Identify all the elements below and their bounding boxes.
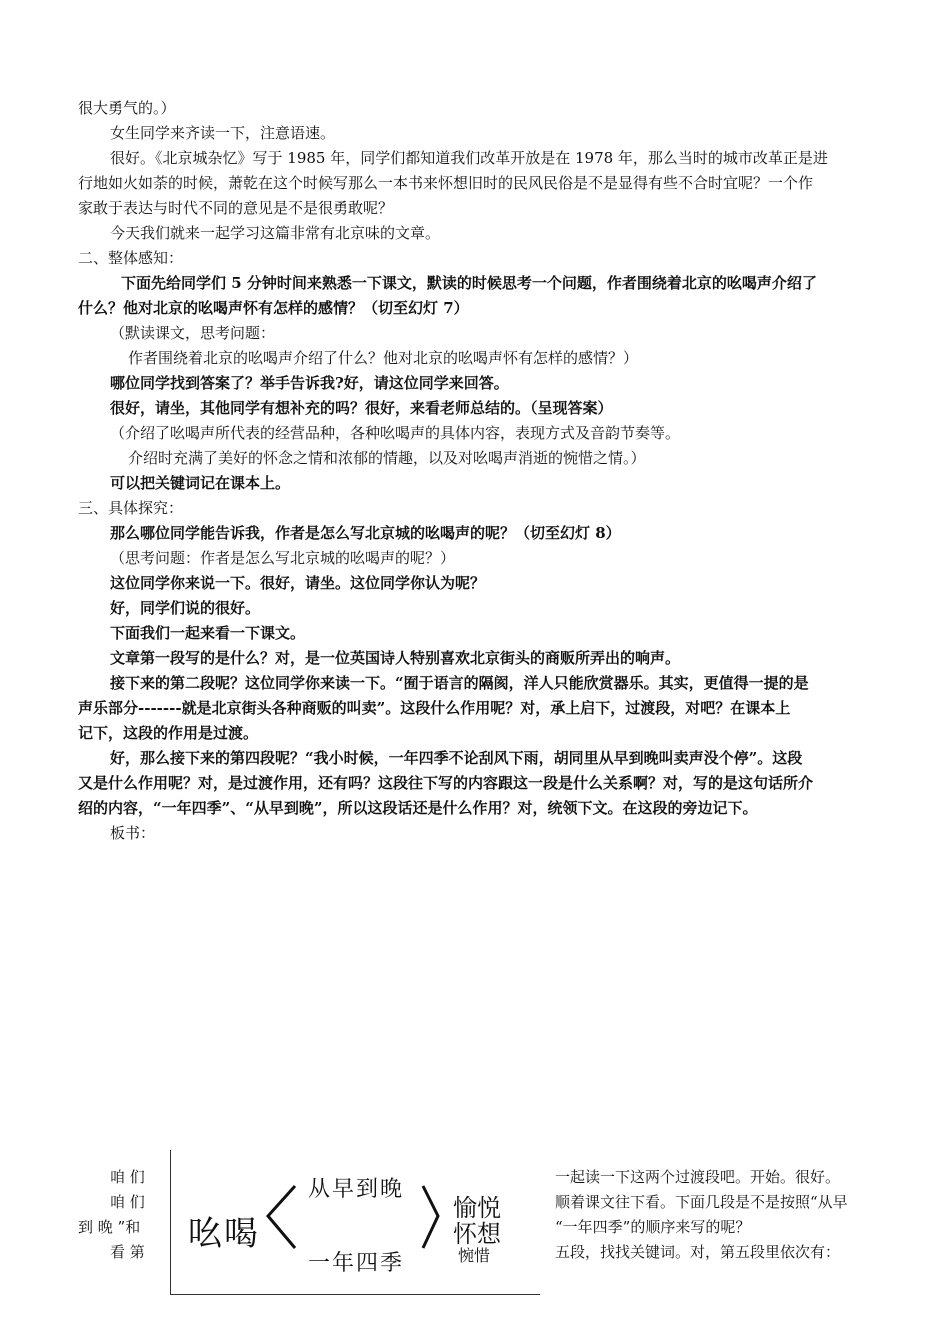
left-fragment: 到 晚 ”和 (78, 1218, 141, 1236)
right-fragment: 顺着课文往下看。下面几段是不是按照“从早 (555, 1193, 848, 1211)
text-line: 什么？他对北京的吆喝声怀有怎样的感情？（切至幻灯 7） (78, 299, 469, 317)
text-line: 下面我们一起来看一下课文。 (110, 624, 306, 642)
text-line: （思考问题：作者是怎么写北京城的吆喝声的呢？） (110, 549, 456, 567)
text-line: 很好，请坐，其他同学有想补充的吗？很好，来看老师总结的。（呈现答案） (110, 399, 613, 417)
board-top: 从早到晚 (308, 1177, 405, 1202)
text-line: 哪位同学找到答案了？举手告诉我?好，请这位同学来回答。 (110, 374, 509, 392)
text-line: 那么哪位同学能告诉我，作者是怎么写北京城的吆喝声的呢？（切至幻灯 8） (110, 524, 621, 542)
text-line: 女生同学来齐读一下，注意语速。 (110, 124, 336, 142)
text-line: 下面先给同学们 5 分钟时间来熟悉一下课文，默读的时候思考一个问题，作者围绕着北京的吆喝声介绍了 (121, 274, 817, 292)
left-fragment: 咱 们 (110, 1193, 145, 1211)
right-fragment: 一起读一下这两个过渡段吧。开始。很好。 (555, 1168, 841, 1186)
text-line: 记下，这段的作用是过渡。 (78, 724, 259, 742)
text-line: 这位同学你来说一下。很好，请坐。这位同学你认为呢？ (110, 574, 486, 592)
text-line: （介绍了吆喝声所代表的经营品种，各种吆喝声的具体内容，表现方式及音韵节奏等。 (110, 424, 681, 442)
board-right-1: 愉悦 (453, 1194, 501, 1222)
text-line: 很大勇气的。） (78, 99, 176, 117)
text-line: （默读课文，思考问题： (110, 324, 276, 342)
left-fragment: 咱 们 (110, 1168, 145, 1186)
right-fragment: 五段，找找关键词。对，第五段里依次有： (555, 1243, 841, 1261)
text-line: 介绍时充满了美好的怀念之情和浓郁的情趣，以及对吆喝声消逝的惋惜之情。） (128, 449, 646, 467)
text-line: 家敢于表达与时代不同的意见是不是很勇敢呢？ (78, 199, 394, 217)
text-line: 绍的内容，“一年四季”、“从早到晚”，所以这段话还是什么作用？对，统领下文。在这段的旁边记下。 (78, 799, 758, 817)
text-line: 行地如火如荼的时候，萧乾在这个时候写那么一本书来怀想旧时的民风民俗是不是显得有些不合时宜呢？一个作 (78, 174, 814, 192)
text-line: 二、整体感知： (78, 249, 184, 267)
text-line: 很好。《北京城杂忆》写于 1985 年，同学们都知道我们改革开放是在 1978 年，那么当时的城市改革正是进 (110, 149, 828, 167)
board-main: 吆喝 (188, 1214, 260, 1254)
text-line: 文章第一段写的是什么？对，是一位英国诗人特别喜欢北京街头的商贩所弄出的响声。 (110, 649, 681, 667)
board-right-2: 怀想 (453, 1220, 501, 1248)
text-line: 板书： (110, 824, 156, 842)
blackboard-diagram (170, 1150, 540, 1295)
right-fragment: “一年四季”的顺序来写的呢？ (555, 1218, 751, 1236)
board-bottom: 一年四季 (308, 1251, 405, 1276)
text-line: 好，同学们说的很好。 (110, 599, 261, 617)
left-fragment: 看 第 (110, 1243, 145, 1261)
text-line: 声乐部分-------就是北京街头各种商贩的叫卖”。这段什么作用呢？对，承上启下，过渡段，对吧？在课本上 (78, 699, 791, 717)
text-line: 可以把关键词记在课本上。 (110, 474, 291, 492)
text-line: 又是什么作用呢？对，是过渡作用，还有吗？这段往下写的内容跟这一段是什么关系啊？对，写的是这句话所介 (78, 774, 814, 792)
text-line: 好，那么接下来的第四段呢？“我小时候，一年四季不论刮风下雨，胡同里从早到晚叫卖声没个停”。这段 (110, 749, 803, 767)
text-line: 作者围绕着北京的吆喝声介绍了什么？他对北京的吆喝声怀有怎样的感情？） (128, 349, 639, 367)
text-line: 三、具体探究： (78, 499, 184, 517)
board-right-3: 惋惜 (458, 1246, 491, 1265)
text-line: 接下来的第二段呢？这位同学你来读一下。“囿于语言的隔阂，洋人只能欣赏器乐。其实，更值得一提的是 (110, 674, 809, 692)
text-line: 今天我们就来一起学习这篇非常有北京味的文章。 (110, 224, 441, 242)
